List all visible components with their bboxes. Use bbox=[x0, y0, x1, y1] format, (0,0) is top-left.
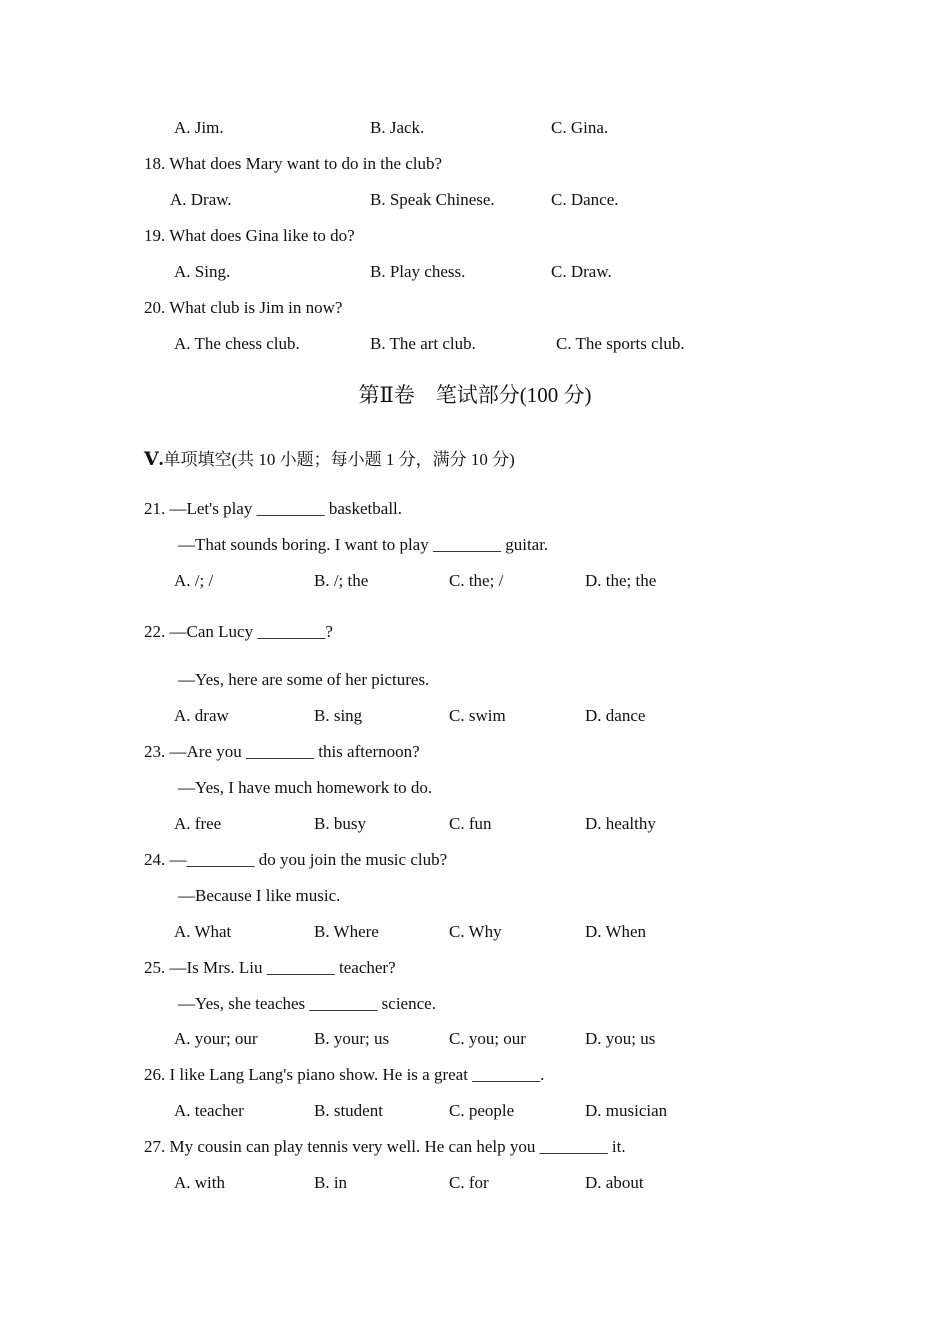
section-5-numeral: Ⅴ. bbox=[144, 449, 164, 470]
q21-line2: —That sounds boring. I want to play ________ guitar. bbox=[178, 535, 549, 554]
q23-option-c: C. fun bbox=[449, 814, 492, 833]
q17-option-c: C. Gina. bbox=[551, 118, 609, 137]
q25-option-d: D. you; us bbox=[585, 1029, 656, 1048]
q23-line1: 23. —Are you ________ this afternoon? bbox=[144, 742, 420, 761]
q18-option-b: B. Speak Chinese. bbox=[370, 190, 495, 209]
q17-option-b: B. Jack. bbox=[370, 118, 425, 137]
q20-option-c: C. The sports club. bbox=[556, 334, 685, 353]
q18-question: 18. What does Mary want to do in the club? bbox=[144, 154, 443, 173]
q21-option-b: B. /; the bbox=[314, 571, 369, 590]
q22-option-c: C. swim bbox=[449, 706, 506, 725]
q22-line1: 22. —Can Lucy ________? bbox=[144, 622, 333, 641]
q22-option-b: B. sing bbox=[314, 706, 363, 725]
q19-question: 19. What does Gina like to do? bbox=[144, 226, 355, 245]
q23-option-d: D. healthy bbox=[585, 814, 656, 833]
q20-question: 20. What club is Jim in now? bbox=[144, 298, 343, 317]
q23-option-a: A. free bbox=[174, 814, 222, 833]
q27-line1: 27. My cousin can play tennis very well. He can help you ________ it. bbox=[144, 1137, 626, 1156]
q23-line2: —Yes, I have much homework to do. bbox=[178, 778, 433, 797]
section-5-header bbox=[144, 449, 515, 471]
q27-option-c: C. for bbox=[449, 1173, 489, 1192]
q17-option-a: A. Jim. bbox=[174, 118, 224, 137]
q24-option-d: D. When bbox=[585, 922, 647, 941]
q25-line1: 25. —Is Mrs. Liu ________ teacher? bbox=[144, 958, 396, 977]
q27-option-b: B. in bbox=[314, 1173, 348, 1192]
q22-line2: —Yes, here are some of her pictures. bbox=[178, 670, 430, 689]
q19-option-a: A. Sing. bbox=[174, 262, 231, 281]
q26-option-d: D. musician bbox=[585, 1101, 668, 1120]
q26-option-a: A. teacher bbox=[174, 1101, 244, 1120]
q25-line2: —Yes, she teaches ________ science. bbox=[178, 994, 436, 1013]
q24-option-c: C. Why bbox=[449, 922, 502, 941]
q25-option-a: A. your; our bbox=[174, 1029, 258, 1048]
q26-option-c: C. people bbox=[449, 1101, 515, 1120]
part2-heading: 第Ⅱ卷 笔试部分(100 分) bbox=[358, 383, 592, 407]
q24-option-a: A. What bbox=[174, 922, 232, 941]
q21-option-c: C. the; / bbox=[449, 571, 504, 590]
q21-option-a: A. /; / bbox=[174, 571, 214, 590]
q19-option-c: C. Draw. bbox=[551, 262, 612, 281]
q21-option-d: D. the; the bbox=[585, 571, 657, 590]
q26-line1: 26. I like Lang Lang's piano show. He is a great ________. bbox=[144, 1065, 545, 1084]
q24-line2: —Because I like music. bbox=[178, 886, 341, 905]
q24-option-b: B. Where bbox=[314, 922, 379, 941]
q26-option-b: B. student bbox=[314, 1101, 383, 1120]
q18-option-a: A. Draw. bbox=[170, 190, 232, 209]
q22-option-d: D. dance bbox=[585, 706, 646, 725]
q20-option-b: B. The art club. bbox=[370, 334, 476, 353]
q25-option-b: B. your; us bbox=[314, 1029, 390, 1048]
q18-option-c: C. Dance. bbox=[551, 190, 619, 209]
q19-option-b: B. Play chess. bbox=[370, 262, 466, 281]
q24-line1: 24. —________ do you join the music club? bbox=[144, 850, 448, 869]
q23-option-b: B. busy bbox=[314, 814, 366, 833]
section-5-title: 单项填空(共 10 小题；每小题 1 分，满分 10 分) bbox=[163, 450, 515, 469]
q20-option-a: A. The chess club. bbox=[174, 334, 300, 353]
q27-option-d: D. about bbox=[585, 1173, 644, 1192]
q22-option-a: A. draw bbox=[174, 706, 229, 725]
q25-option-c: C. you; our bbox=[449, 1029, 526, 1048]
q21-line1: 21. —Let's play ________ basketball. bbox=[144, 499, 403, 518]
q27-option-a: A. with bbox=[174, 1173, 225, 1192]
